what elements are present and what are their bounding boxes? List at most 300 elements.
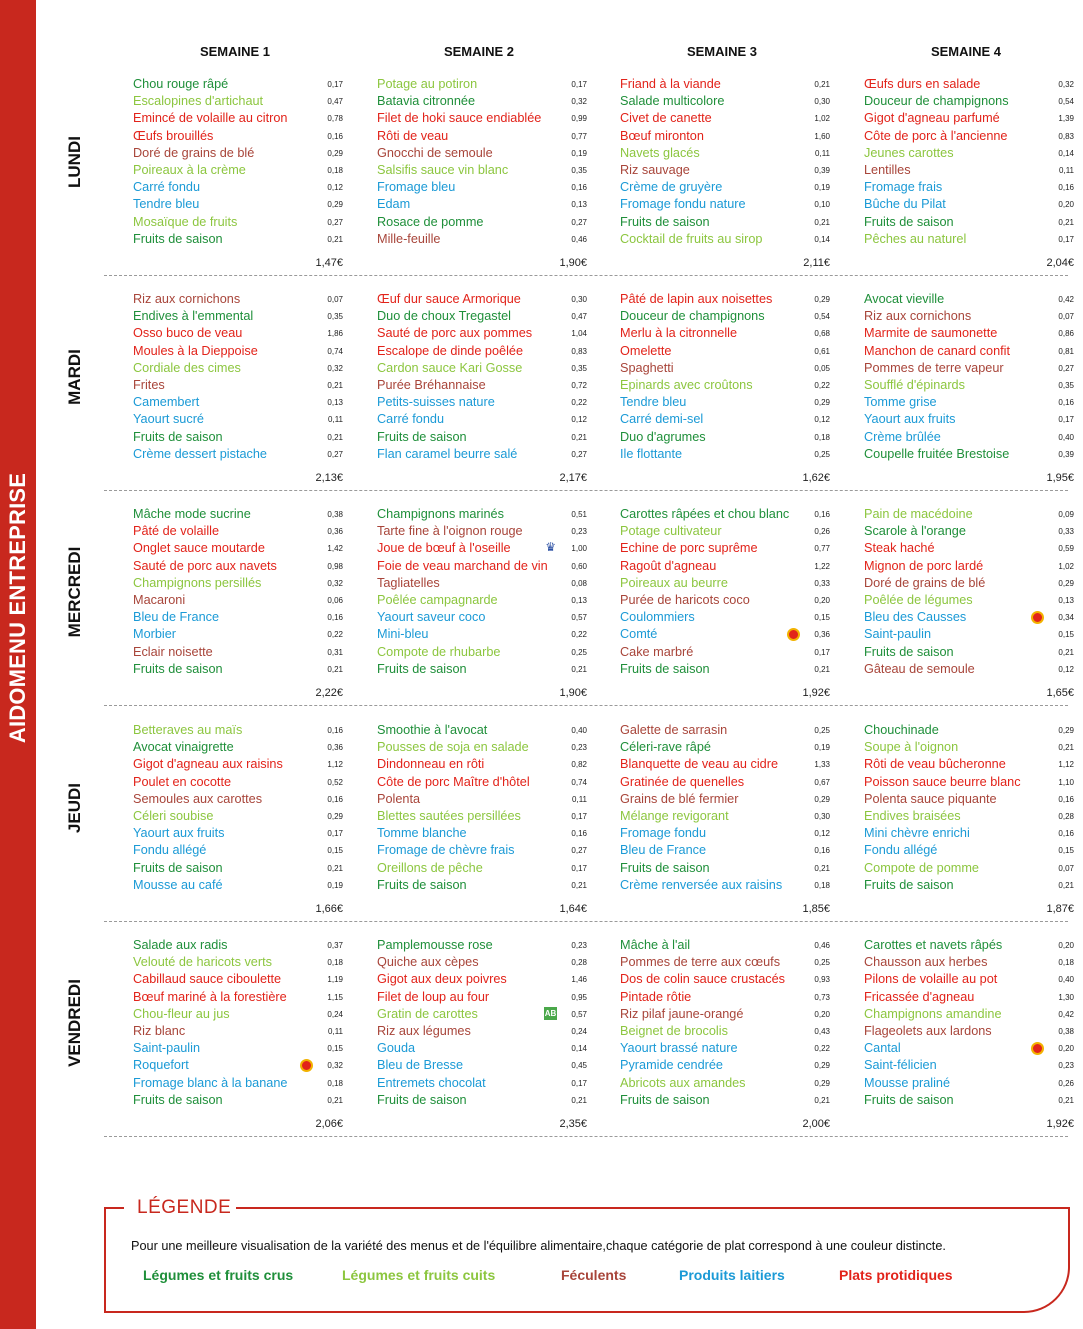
dish-price: 0,09 <box>1058 510 1074 519</box>
legend-item-cooked: Légumes et fruits cuits <box>342 1267 496 1283</box>
dish-price: 0,28 <box>571 958 587 968</box>
dish-name: Galette de sarrasin <box>620 723 728 737</box>
day-label-text: JEUDI <box>65 782 84 834</box>
dish-price: 1,12 <box>327 760 343 770</box>
dish-row <box>620 523 830 540</box>
dish-price: 0,32 <box>327 363 343 373</box>
dish-name: Fruits de saison <box>133 860 223 875</box>
dish-price: 0,18 <box>327 1078 343 1088</box>
dish-row <box>620 1006 830 1023</box>
dish-name: Purée Bréhannaise <box>377 377 486 392</box>
dish-row <box>864 411 1074 428</box>
daily-total: 2,17€ <box>559 472 587 484</box>
dish-row <box>620 971 830 988</box>
dish-name: Céleri soubise <box>133 808 214 823</box>
dish-row <box>377 592 587 609</box>
dish-name: Douceur de champignons <box>864 94 1009 109</box>
dish-price: 0,12 <box>1058 664 1074 674</box>
dish-name: Polenta <box>377 791 421 806</box>
daily-total: 1,65€ <box>1046 687 1074 699</box>
dish-name: Poulet en cocotte <box>133 774 232 789</box>
dish-row <box>864 774 1074 791</box>
aop-label-icon <box>1031 611 1044 624</box>
dish-price: 0,12 <box>814 415 830 425</box>
dish-name: Onglet sauce moutarde <box>133 541 265 556</box>
dish-price: 0,47 <box>327 97 343 107</box>
daily-total: 1,47€ <box>315 257 343 269</box>
dish-price: 0,30 <box>571 295 587 304</box>
dish-price: 0,16 <box>814 846 830 856</box>
day-section-lundi <box>44 76 1074 281</box>
dish-name: Œufs brouillés <box>133 128 214 143</box>
dish-name: Pommes de terre vapeur <box>864 360 1004 375</box>
dish-price: 0,42 <box>1058 295 1074 304</box>
dish-price: 0,31 <box>327 647 343 657</box>
dish-row <box>133 575 343 592</box>
dish-price: 0,73 <box>814 992 830 1002</box>
dish-row <box>377 411 587 428</box>
dish-name: Yaourt brassé nature <box>620 1041 738 1056</box>
dish-row <box>133 93 343 110</box>
dish-name: Saint-paulin <box>864 627 932 642</box>
dish-row <box>620 540 830 557</box>
dish-price: 0,57 <box>571 1009 587 1019</box>
dish-row <box>620 128 830 145</box>
dish-row <box>620 325 830 342</box>
dish-name: Coupelle fruitée Brestoise <box>864 446 1010 461</box>
week-column-1 <box>133 76 343 276</box>
dish-row <box>377 429 587 446</box>
dish-name: Omelette <box>620 343 672 358</box>
dish-name: Fruits de saison <box>377 661 467 676</box>
dish-price: 0,23 <box>1058 1061 1074 1071</box>
dish-row <box>864 128 1074 145</box>
dish-name: Céleri-rave râpé <box>620 740 711 755</box>
dish-name: Escalopines d'artichaut <box>133 94 264 109</box>
dish-row <box>864 506 1074 523</box>
dish-row <box>377 937 587 954</box>
dish-row <box>620 575 830 592</box>
dish-name: Batavia citronnée <box>377 94 476 109</box>
dish-price: 0,15 <box>327 846 343 856</box>
dish-row <box>620 1057 830 1074</box>
week-column-1 <box>133 291 343 491</box>
dish-row <box>133 739 343 756</box>
week-column-3 <box>620 506 830 706</box>
dish-row <box>864 179 1074 196</box>
dish-name: Pommes de terre aux cœufs <box>620 955 781 970</box>
daily-total: 1,90€ <box>559 687 587 699</box>
dish-price: 0,26 <box>814 527 830 537</box>
dish-row <box>620 291 830 308</box>
dish-price: 0,20 <box>814 1009 830 1019</box>
dish-price: 0,11 <box>328 415 343 425</box>
dish-row <box>377 377 587 394</box>
dish-name: Chouchinade <box>864 723 939 737</box>
dish-name: Emincé de volaille au citron <box>133 111 288 126</box>
dish-name: Fruits de saison <box>620 1092 710 1107</box>
day-label-text: LUNDI <box>65 136 84 188</box>
day-divider <box>104 921 1068 922</box>
dish-price: 0,18 <box>814 432 830 442</box>
dish-price: 0,17 <box>1058 415 1074 425</box>
dish-row <box>377 446 587 463</box>
dish-price: 0,22 <box>571 398 587 408</box>
dish-name: Fromage fondu <box>620 826 707 841</box>
dish-price: 0,25 <box>814 958 830 968</box>
dish-name: Saint-félicien <box>864 1058 937 1073</box>
dish-price: 0,23 <box>571 941 587 950</box>
dish-price: 0,35 <box>1058 380 1074 390</box>
dish-row <box>864 558 1074 575</box>
dish-price: 1,02 <box>1058 561 1074 571</box>
dish-row <box>133 791 343 808</box>
dish-price: 0,14 <box>814 234 830 244</box>
dish-price: 0,47 <box>571 312 587 322</box>
dish-name: Bleu de France <box>620 843 707 858</box>
dish-name: Fruits de saison <box>377 877 467 892</box>
dish-name: Poireaux au beurre <box>620 575 728 590</box>
dish-price: 0,15 <box>327 1044 343 1054</box>
dish-name: Fruits de saison <box>620 860 710 875</box>
dish-name: Fromage de chèvre frais <box>377 843 515 858</box>
dish-price: 0,19 <box>814 183 830 193</box>
dish-price: 0,36 <box>327 527 343 537</box>
dish-row <box>620 110 830 127</box>
dish-name: Rôti de veau <box>377 128 449 143</box>
dish-row <box>864 93 1074 110</box>
dish-row <box>377 756 587 773</box>
dish-name: Soupe à l'oignon <box>864 740 959 755</box>
daily-total: 2,04€ <box>1046 257 1074 269</box>
dish-row <box>864 644 1074 661</box>
dish-price: 0,20 <box>1058 941 1074 950</box>
dish-price: 0,21 <box>327 664 343 674</box>
legend-item-starch: Féculents <box>561 1267 627 1283</box>
dish-price: 0,27 <box>1058 363 1074 373</box>
dish-name: Camembert <box>133 395 200 410</box>
dish-row <box>377 110 587 127</box>
dish-row <box>864 756 1074 773</box>
dish-row <box>377 291 587 308</box>
dish-price: 0,35 <box>327 312 343 322</box>
dish-price: 0,10 <box>814 200 830 210</box>
legend-border-left <box>104 1207 124 1209</box>
dish-price: 0,29 <box>1058 726 1074 735</box>
dish-row <box>377 739 587 756</box>
dish-row <box>620 360 830 377</box>
dish-row <box>620 791 830 808</box>
dish-price: 0,38 <box>1058 1026 1074 1036</box>
dish-row <box>620 231 830 248</box>
dish-name: Côte de porc Maître d'hôtel <box>377 774 530 789</box>
dish-name: Velouté de haricots verts <box>133 955 272 970</box>
dish-price: 0,23 <box>571 527 587 537</box>
dish-price: 0,77 <box>814 544 830 554</box>
dish-price: 0,46 <box>571 234 587 244</box>
dish-price: 0,21 <box>1058 1095 1074 1105</box>
dish-name: Fruits de saison <box>864 644 954 659</box>
dish-name: Cocktail de fruits au sirop <box>620 231 763 246</box>
dish-price: 0,32 <box>327 578 343 588</box>
dish-name: Mini chèvre enrichi <box>864 826 970 841</box>
dish-name: Gnocchi de semoule <box>377 145 493 160</box>
week-column-4 <box>864 937 1074 1137</box>
dish-price: 0,21 <box>327 234 343 244</box>
dish-name: Avocat vinaigrette <box>133 740 234 755</box>
dish-row <box>620 411 830 428</box>
dish-name: Crème renversée aux raisins <box>620 877 783 892</box>
dish-row <box>864 661 1074 678</box>
daily-total: 1,87€ <box>1046 903 1074 915</box>
dish-price: 0,78 <box>327 114 343 124</box>
week-column-4 <box>864 722 1074 922</box>
dish-name: Navets glacés <box>620 145 700 160</box>
dish-row <box>377 231 587 248</box>
dish-name: Coulommiers <box>620 610 695 625</box>
week-column-2 <box>377 76 587 276</box>
dish-name: Steak haché <box>864 541 935 556</box>
dish-name: Flageolets aux lardons <box>864 1023 992 1038</box>
dish-row <box>377 162 587 179</box>
dish-row <box>133 179 343 196</box>
dish-price: 0,21 <box>327 1095 343 1105</box>
dish-row <box>133 411 343 428</box>
dish-price: 0,21 <box>327 380 343 390</box>
dish-name: Quiche aux cèpes <box>377 955 479 970</box>
dish-row <box>864 1040 1074 1057</box>
dish-name: Carré fondu <box>377 412 444 427</box>
dish-name: Poêlée de légumes <box>864 592 973 607</box>
dish-price: 1,04 <box>571 329 587 339</box>
dish-price: 0,32 <box>571 97 587 107</box>
dish-price: 0,29 <box>327 148 343 158</box>
dish-price: 0,46 <box>814 941 830 950</box>
dish-row <box>620 429 830 446</box>
dish-row <box>864 196 1074 213</box>
dish-row <box>377 661 587 678</box>
dish-row <box>620 756 830 773</box>
dish-price: 0,24 <box>327 1009 343 1019</box>
dish-price: 0,20 <box>814 595 830 605</box>
dish-name: Filet de loup au four <box>377 989 490 1004</box>
dish-price: 0,16 <box>571 183 587 193</box>
dish-row <box>620 377 830 394</box>
dish-name: Mâche à l'ail <box>620 938 691 952</box>
week-column-2 <box>377 291 587 491</box>
dish-row <box>133 825 343 842</box>
dish-row <box>377 145 587 162</box>
dish-row <box>133 842 343 859</box>
dish-name: Pâté de volaille <box>133 524 220 539</box>
dish-row <box>620 661 830 678</box>
dish-price: 0,17 <box>571 811 587 821</box>
dish-name: Jeunes carottes <box>864 145 954 160</box>
dish-price: 0,21 <box>571 664 587 674</box>
day-section-mercredi <box>44 506 1074 711</box>
dish-row <box>864 722 1074 739</box>
dish-row <box>133 145 343 162</box>
dish-price: 0,61 <box>814 346 830 356</box>
dish-price: 0,29 <box>814 1061 830 1071</box>
dish-row <box>133 644 343 661</box>
dish-price: 0,68 <box>814 329 830 339</box>
dish-name: Cordiale des cimes <box>133 360 241 375</box>
dish-price: 0,36 <box>327 743 343 753</box>
dish-price: 0,42 <box>1058 1009 1074 1019</box>
dish-row <box>620 626 830 643</box>
dish-name: Crème dessert pistache <box>133 446 267 461</box>
aop-label-icon <box>1031 1042 1044 1055</box>
dish-price: 0,39 <box>814 165 830 175</box>
dish-name: Yaourt aux fruits <box>133 826 225 841</box>
dish-name: Fruits de saison <box>864 1092 954 1107</box>
dish-price: 0,25 <box>814 449 830 459</box>
week-headers <box>113 44 1083 64</box>
dish-name: Smoothie à l'avocat <box>377 723 488 737</box>
day-divider <box>104 705 1068 706</box>
daily-total: 2,00€ <box>802 1118 830 1130</box>
week-column-2 <box>377 506 587 706</box>
dish-name: Tarte fine à l'oignon rouge <box>377 524 523 539</box>
dish-price: 0,52 <box>327 777 343 787</box>
week-column-3 <box>620 291 830 491</box>
dish-name: Blanquette de veau au cidre <box>620 757 779 772</box>
dish-name: Merlu à la citronnelle <box>620 326 738 341</box>
dish-price: 0,93 <box>814 975 830 985</box>
dish-row <box>620 722 830 739</box>
daily-total: 1,62€ <box>802 472 830 484</box>
legend-item-raw: Légumes et fruits crus <box>143 1267 294 1283</box>
dish-name: Fondu allégé <box>864 843 938 858</box>
dish-row <box>133 1023 343 1040</box>
dish-row <box>133 860 343 877</box>
dish-row <box>377 523 587 540</box>
dish-price: 0,17 <box>814 647 830 657</box>
dish-name: Pâté de lapin aux noisettes <box>620 292 773 306</box>
dish-price: 0,16 <box>1058 829 1074 839</box>
dish-price: 0,16 <box>327 613 343 623</box>
dish-row <box>377 540 587 557</box>
dish-name: Riz pilaf jaune-orangé <box>620 1006 744 1021</box>
day-section-mardi <box>44 291 1074 496</box>
dish-price: 0,27 <box>327 449 343 459</box>
dish-row <box>133 325 343 342</box>
dish-row <box>133 722 343 739</box>
dish-name: Fruits de saison <box>133 231 223 246</box>
day-label-text: VENDREDI <box>65 979 84 1067</box>
dish-row <box>620 308 830 325</box>
dish-row <box>133 523 343 540</box>
dish-row <box>864 76 1074 93</box>
dish-row <box>133 1075 343 1092</box>
dish-row <box>620 196 830 213</box>
dish-row <box>133 877 343 894</box>
dish-name: Riz blanc <box>133 1023 186 1038</box>
dish-row <box>864 791 1074 808</box>
dish-price: 0,22 <box>814 1044 830 1054</box>
dish-row <box>864 937 1074 954</box>
dish-name: Moules à la Dieppoise <box>133 343 258 358</box>
dish-price: 0,32 <box>327 1061 343 1071</box>
dish-name: Mâche mode sucrine <box>133 507 251 521</box>
dish-name: Endives braisées <box>864 808 961 823</box>
dish-row <box>864 1023 1074 1040</box>
dish-name: Œuf dur sauce Armorique <box>377 292 521 306</box>
day-divider <box>104 1136 1068 1137</box>
dish-price: 0,27 <box>327 217 343 227</box>
dish-name: Gouda <box>377 1041 416 1056</box>
dish-price: 0,67 <box>814 777 830 787</box>
dish-row <box>620 609 830 626</box>
dish-name: Compote de pomme <box>864 860 979 875</box>
week-header-3: SEMAINE 3 <box>686 44 758 59</box>
dish-row <box>620 954 830 971</box>
chef-hat-icon: ♛ <box>545 540 556 555</box>
dish-row <box>620 1092 830 1109</box>
dish-row <box>864 1006 1074 1023</box>
dish-row <box>133 377 343 394</box>
dish-row <box>133 937 343 954</box>
dish-price: 0,28 <box>1058 811 1074 821</box>
dish-name: Eclair noisette <box>133 644 213 659</box>
dish-row <box>377 214 587 231</box>
dish-row <box>377 1075 587 1092</box>
dish-name: Pain de macédoine <box>864 507 973 521</box>
dish-row <box>377 842 587 859</box>
dish-price: 0,33 <box>1058 527 1074 537</box>
dish-row <box>377 308 587 325</box>
dish-name: Gratinée de quenelles <box>620 774 745 789</box>
dish-price: 1,86 <box>327 329 343 339</box>
sidebar-title-text: AIDOMENU ENTREPRISE <box>5 472 30 744</box>
dish-name: Chou rouge râpé <box>133 77 229 91</box>
dish-name: Purée de haricots coco <box>620 592 750 607</box>
dish-price: 0,07 <box>327 295 343 304</box>
dish-row <box>864 989 1074 1006</box>
dish-price: 0,16 <box>327 131 343 141</box>
dish-name: Riz aux cornichons <box>133 292 241 306</box>
dish-price: 0,12 <box>571 415 587 425</box>
week-header-2: SEMAINE 2 <box>443 44 515 59</box>
dish-row <box>133 214 343 231</box>
dish-name: Champignons amandine <box>864 1006 1002 1021</box>
dish-name: Carottes râpées et chou blanc <box>620 507 790 521</box>
dish-row <box>864 739 1074 756</box>
dish-price: 0,21 <box>814 217 830 227</box>
dish-price: 0,21 <box>1058 743 1074 753</box>
dish-row <box>620 93 830 110</box>
dish-price: 0,95 <box>571 992 587 1002</box>
dish-name: Bûche du Pilat <box>864 197 946 212</box>
dish-price: 0,18 <box>814 880 830 890</box>
dish-price: 0,99 <box>571 114 587 124</box>
dish-row <box>133 308 343 325</box>
dish-price: 0,30 <box>814 97 830 107</box>
dish-name: Cake marbré <box>620 644 694 659</box>
dish-price: 0,21 <box>814 664 830 674</box>
dish-row <box>620 860 830 877</box>
dish-price: 0,13 <box>571 200 587 210</box>
dish-row <box>620 877 830 894</box>
dish-name: Escalope de dinde poêlée <box>377 343 524 358</box>
dish-price: 0,29 <box>814 794 830 804</box>
dish-name: Carré fondu <box>133 180 200 195</box>
daily-total: 2,35€ <box>559 1118 587 1130</box>
dish-row <box>133 540 343 557</box>
dish-name: Champignons persillés <box>133 575 262 590</box>
dish-price: 0,19 <box>571 148 587 158</box>
